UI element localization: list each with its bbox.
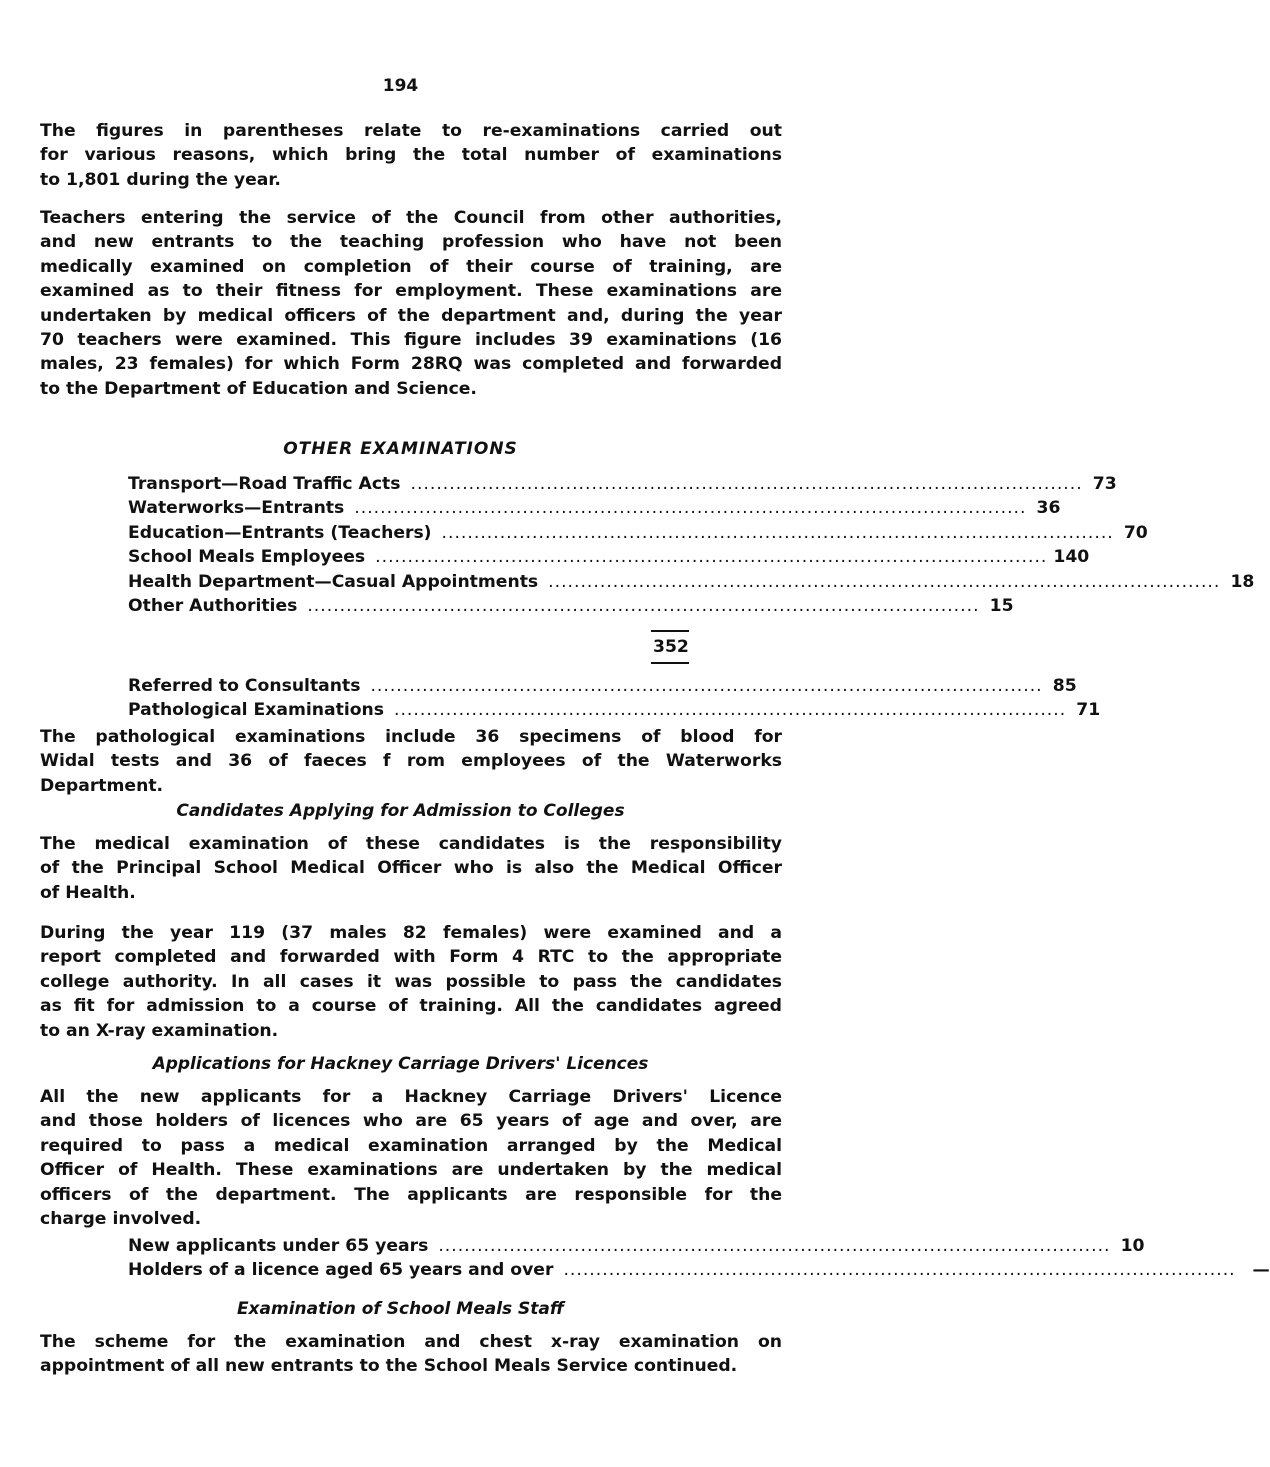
text-line: The medical examination of these candidates is the responsibility (40, 834, 782, 854)
text-line: males, 23 females) for which Form 28RQ was completed and forwarded (40, 354, 782, 375)
text-line: for various reasons, which bring the total number of examinations (40, 145, 782, 166)
leader-dots: ........................................................................................................ (394, 700, 1067, 721)
text-line: and new entrants to the teaching profession who have not been (40, 232, 782, 253)
paragraph-hackney (40, 1085, 782, 1231)
hackney-list (128, 1234, 1270, 1283)
text-line: of the Principal School Medical Officer who is also the Medical Officer (40, 858, 782, 879)
text-line: college authority. In all cases it was possible to pass the candidates (40, 971, 782, 992)
text-line: The figures in parentheses relate to re-examinations carried out (40, 121, 782, 141)
text-line: appointment of all new entrants to the School Meals Service continued. (40, 1356, 738, 1377)
text-line: to an X-ray examination. (40, 1020, 279, 1041)
item-value: 85 (1052, 676, 1077, 696)
item-value: 10 (1120, 1236, 1145, 1256)
item-value: 18 (1230, 571, 1255, 592)
text-line: undertaken by medical officers of the department and, during the year (40, 305, 782, 326)
leader-dots: ........................................................................................................ (563, 1260, 1236, 1281)
paragraph-school-meals (40, 1330, 782, 1379)
list-item (128, 545, 1090, 569)
item-value: 70 (1123, 522, 1148, 543)
paragraph-pathological (40, 725, 782, 798)
referrals-list (128, 674, 1101, 723)
leader-dots: ........................................................................................................ (548, 571, 1221, 592)
total-value: 352 (653, 637, 689, 657)
paragraph-candidates-examined (40, 921, 782, 1043)
leader-dots: ........................................................................................................ (441, 522, 1114, 543)
text-line: officers of the department. The applicants are responsible for the (40, 1184, 782, 1205)
text-line: of Health. (40, 882, 136, 903)
item-label: New applicants under 65 years (128, 1236, 429, 1256)
text-line: During the year 119 (37 males 82 females) were examined and a (40, 923, 782, 943)
text-line: Widal tests and 36 of faeces f rom employees of the Waterworks (40, 751, 782, 772)
leader-dots: ........................................................................................................ (438, 1236, 1111, 1256)
list-item (128, 570, 1255, 594)
text-line: 70 teachers were examined. This figure includes 39 examinations (16 (40, 330, 782, 351)
text-line: Teachers entering the service of the Council from other authorities, (40, 208, 782, 228)
list-item (128, 496, 1061, 520)
item-value: 73 (1092, 474, 1117, 494)
paragraph-teachers (40, 206, 782, 401)
text-line: Department. (40, 775, 164, 796)
text-line: examined as to their fitness for employment. These examinations are (40, 281, 782, 302)
item-value: 71 (1076, 700, 1101, 721)
heading-school-meals: Examination of School Meals Staff (236, 1299, 565, 1319)
item-label: Pathological Examinations (128, 700, 384, 721)
text-line: The pathological examinations include 36 specimens of blood for (40, 727, 782, 747)
item-label: Transport—Road Traffic Acts (128, 474, 401, 494)
leader-dots: ........................................................................................................ (370, 676, 1043, 696)
list-item (128, 674, 1077, 698)
text-line: to the Department of Education and Science. (40, 378, 477, 399)
text-line: The scheme for the examination and chest x-ray examination on (40, 1332, 782, 1352)
item-label: Other Authorities (128, 595, 298, 616)
text-line: medically examined on completion of their course of training, are (40, 256, 782, 277)
total-rule-top (651, 630, 689, 632)
item-value: 15 (989, 595, 1014, 616)
text-line: charge involved. (40, 1209, 202, 1230)
text-line: and those holders of licences who are 65 years of age and over, are (40, 1111, 782, 1132)
text-line: required to pass a medical examination arranged by the Medical (40, 1135, 782, 1156)
item-value: 36 (1036, 498, 1061, 519)
text-line: report completed and forwarded with Form 4 RTC to the appropriate (40, 947, 782, 968)
item-label: Waterworks—Entrants (128, 498, 345, 519)
item-value: 140 (1053, 547, 1090, 568)
paragraph-reexaminations (40, 119, 782, 192)
list-item (128, 521, 1148, 545)
item-label: Health Department—Casual Appointments (128, 571, 539, 592)
list-item (128, 1258, 1270, 1282)
text-line: All the new applicants for a Hackney Carriage Drivers' Licence (40, 1087, 782, 1107)
other-examinations-list (128, 472, 1255, 618)
text-line: to 1,801 during the year. (40, 169, 281, 190)
heading-other-examinations: OTHER EXAMINATIONS (283, 439, 518, 459)
leader-dots: ........................................................................................................ (410, 474, 1083, 494)
list-item (128, 698, 1101, 722)
item-label: Education—Entrants (Teachers) (128, 522, 432, 543)
item-label: Holders of a licence aged 65 years and over (128, 1260, 554, 1281)
list-item (128, 1234, 1145, 1258)
text-line: Officer of Health. These examinations are undertaken by the medical (40, 1160, 782, 1181)
leader-dots: ........................................................................................................ (307, 595, 980, 616)
paragraph-candidates-responsibility (40, 832, 782, 905)
leader-dots: ........................................................................................................ (375, 547, 1048, 568)
heading-hackney: Applications for Hackney Carriage Drivers' Licences (152, 1054, 649, 1074)
item-value: — (1252, 1260, 1270, 1281)
item-label: School Meals Employees (128, 547, 366, 568)
list-item (128, 594, 1014, 618)
page-number: 194 (382, 76, 419, 96)
total-rule-bottom (651, 662, 689, 664)
list-item (128, 472, 1117, 496)
text-line: as fit for admission to a course of training. All the candidates agreed (40, 996, 782, 1017)
heading-candidates: Candidates Applying for Admission to Colleges (176, 801, 625, 821)
item-label: Referred to Consultants (128, 676, 361, 696)
leader-dots: ........................................................................................................ (354, 498, 1027, 519)
